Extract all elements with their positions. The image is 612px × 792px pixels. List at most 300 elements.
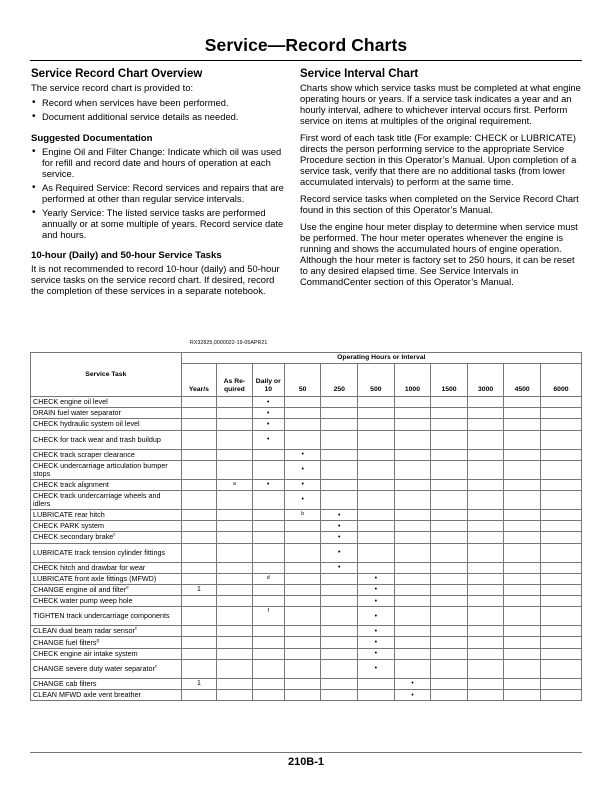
task-label: LUBRICATE rear hitch (33, 510, 105, 520)
interval-cell (217, 408, 253, 419)
interval-cell (431, 626, 468, 637)
interval-cell (217, 521, 253, 532)
interval-cell (540, 479, 581, 490)
interval-cell: • (321, 562, 358, 573)
interval-cell (467, 532, 504, 543)
interval-cell (467, 479, 504, 490)
task-label: CHECK hydraulic system oil level (33, 419, 140, 429)
interval-cell (252, 678, 284, 689)
interval-cell (467, 596, 504, 607)
interval-cell (431, 659, 468, 678)
footnote-marker: g (96, 637, 100, 643)
table-row (31, 584, 582, 595)
interval-cell (431, 573, 468, 584)
interval-cell (394, 509, 431, 520)
interval-cell (504, 397, 541, 408)
overview-bullets (31, 97, 287, 122)
interval-cell (394, 490, 431, 509)
interval-cell (467, 573, 504, 584)
interval-cell (504, 479, 541, 490)
interval-cell (540, 596, 581, 607)
interval-cell (504, 419, 541, 430)
interval-cell (181, 637, 217, 648)
interval-cell (181, 521, 217, 532)
interval-cell (540, 573, 581, 584)
interval-cell (431, 521, 468, 532)
interval-cell: • (321, 543, 358, 562)
interval-cell (284, 408, 321, 419)
interval-cell (394, 532, 431, 543)
table-row (31, 408, 582, 419)
task-label: CHECK for track wear and trash buildup (33, 434, 161, 444)
interval-cell: 1 (181, 584, 217, 595)
task-label: CHANGE fuel filters (33, 637, 97, 647)
footnote-marker: c (154, 663, 158, 669)
interval-cell (504, 626, 541, 637)
interval-cell (540, 607, 581, 626)
interval-cell (181, 532, 217, 543)
interval-cell (467, 584, 504, 595)
task-cell (31, 573, 182, 584)
interval-cell (431, 648, 468, 659)
interval-cell (321, 408, 358, 419)
column-header: 50 (284, 364, 321, 397)
table-row (31, 607, 582, 626)
interval-cell (252, 543, 284, 562)
overview-bullet: • Document additional service details as needed. (31, 111, 287, 122)
interval-cell (321, 460, 358, 479)
interval-cell: • (284, 460, 321, 479)
interval-cell (394, 648, 431, 659)
table-row (31, 397, 582, 408)
interval-cell (431, 678, 468, 689)
interval-cell (284, 607, 321, 626)
interval-cell (181, 490, 217, 509)
task-cell (31, 584, 182, 595)
interval-cell (394, 584, 431, 595)
interval-cell (358, 479, 395, 490)
column-header: As Re- quired (217, 364, 253, 397)
table-row (31, 509, 582, 520)
reference-code: RX32825,0000022-19-05APR21 (190, 340, 268, 346)
interval-cell (431, 584, 468, 595)
tasks-heading: 10-hour (Daily) and 50-hour Service Tasks (31, 250, 222, 261)
interval-cell (540, 648, 581, 659)
interval-cell (394, 460, 431, 479)
table-row (31, 648, 582, 659)
interval-cell (181, 626, 217, 637)
task-label: CHANGE cab filters (33, 678, 97, 688)
interval-cell (217, 626, 253, 637)
interval-cell: • (252, 479, 284, 490)
interval-cell (217, 449, 253, 460)
interval-cell (358, 419, 395, 430)
interval-cell: • (358, 596, 395, 607)
interval-cell (321, 430, 358, 449)
interval-cell (540, 543, 581, 562)
task-cell (31, 521, 182, 532)
interval-cell (467, 449, 504, 460)
task-label: CHECK track scraper clearance (33, 449, 135, 459)
interval-cell: • (358, 637, 395, 648)
interval-cell (252, 659, 284, 678)
interval-cell (504, 532, 541, 543)
interval-cell (284, 659, 321, 678)
interval-cell (321, 479, 358, 490)
task-label: CHANGE severe duty water separator (33, 663, 155, 673)
interval-cell: • (252, 430, 284, 449)
interval-cell (431, 509, 468, 520)
task-cell (31, 637, 182, 648)
task-cell (31, 678, 182, 689)
interval-cell (394, 607, 431, 626)
interval-cell (467, 678, 504, 689)
left-column (31, 67, 287, 302)
interval-cell (181, 659, 217, 678)
column-header: 1500 (431, 364, 468, 397)
interval-cell (217, 430, 253, 449)
task-label: CHECK water pump weep hole (33, 596, 133, 606)
interval-cell (217, 543, 253, 562)
interval-cell (394, 573, 431, 584)
page-title: Service—Record Charts (204, 35, 408, 55)
interval-cell: • (284, 449, 321, 460)
interval-cell (284, 543, 321, 562)
page-number: 210B-1 (287, 756, 325, 768)
interval-cell (467, 490, 504, 509)
interval-cell (217, 573, 253, 584)
interval-cell (431, 490, 468, 509)
interval-cell (252, 626, 284, 637)
interval-cell (358, 562, 395, 573)
task-label: CLEAN dual beam radar sensor (33, 626, 135, 636)
interval-cell (467, 626, 504, 637)
table-row (31, 678, 582, 689)
interval-cell (321, 449, 358, 460)
interval-cell (181, 449, 217, 460)
interval-cell (504, 573, 541, 584)
interval-cell (284, 584, 321, 595)
interval-cell (431, 449, 468, 460)
interval-cell (321, 626, 358, 637)
interval-cell (540, 449, 581, 460)
table-row (31, 573, 582, 584)
task-cell (31, 648, 182, 659)
table-body (31, 397, 582, 701)
task-cell (31, 596, 182, 607)
task-label: CHECK undercarriage articulation bumper stops (33, 460, 168, 478)
overview-bullet: • Record when services have been performed. (31, 97, 287, 108)
interval-cell (504, 596, 541, 607)
interval-cell (467, 397, 504, 408)
task-cell (31, 543, 182, 562)
task-cell (31, 419, 182, 430)
interval-cell (358, 408, 395, 419)
interval-cell (181, 460, 217, 479)
interval-cell: • (252, 397, 284, 408)
interval-cell (217, 607, 253, 626)
column-header: Year/s (181, 364, 217, 397)
interval-cell (504, 543, 541, 562)
interval-cell (321, 573, 358, 584)
interval-cell (358, 521, 395, 532)
task-cell (31, 659, 182, 678)
interval-cell (431, 543, 468, 562)
interval-cell (252, 637, 284, 648)
task-label: TIGHTEN track undercarriage components (33, 611, 170, 621)
task-label: CHANGE engine oil and filter (33, 584, 127, 594)
interval-cell (181, 573, 217, 584)
interval-cell (181, 648, 217, 659)
interval-cell (217, 397, 253, 408)
interval-cell (252, 509, 284, 520)
interval-cell (321, 596, 358, 607)
interval-cell (321, 659, 358, 678)
table-row (31, 490, 582, 509)
table-row (31, 521, 582, 532)
interval-cell (504, 648, 541, 659)
interval-cell: 1 (181, 678, 217, 689)
interval-cell (540, 584, 581, 595)
column-header: 3000 (467, 364, 504, 397)
interval-cell (467, 509, 504, 520)
interval-cell (504, 637, 541, 648)
interval-cell (284, 532, 321, 543)
interval-cell (217, 690, 253, 701)
table-row (31, 659, 582, 678)
table-row (31, 460, 582, 479)
interval-paragraph: Charts show which service tasks must be completed at what engine operating hours or years. If a service task indicates a year and an hourly interval, adhere to whichever interval occurs first. Perform service on items at multiples of the original requirement. (300, 82, 581, 126)
table-row (31, 532, 582, 543)
interval-cell (217, 637, 253, 648)
interval-cell (394, 419, 431, 430)
task-cell (31, 449, 182, 460)
interval-paragraph: First word of each task title (For example: CHECK or LUBRICATE) directs the person performing service to the appropriate Service Procedure section in this Operator’s Manual. Upon completion of a service task, verify that there are no additional tasks (from lower accumulated intervals) to perform at the same time. (300, 132, 577, 187)
interval-cell (217, 584, 253, 595)
table-row (31, 419, 582, 430)
interval-paragraph: Record service tasks when completed on the Service Record Chart found in this section of this Operator’s Manual. (300, 193, 579, 215)
interval-cell: • (321, 521, 358, 532)
interval-cell (540, 430, 581, 449)
interval-cell (467, 637, 504, 648)
interval-cell (217, 460, 253, 479)
interval-cell (181, 690, 217, 701)
table-row (31, 596, 582, 607)
interval-cell (358, 509, 395, 520)
column-header: 1000 (394, 364, 431, 397)
interval-cell: • (358, 659, 395, 678)
interval-cell (431, 460, 468, 479)
interval-cell (181, 408, 217, 419)
interval-cell (540, 397, 581, 408)
interval-cell (181, 430, 217, 449)
interval-cell (252, 460, 284, 479)
tasks-text: It is not recommended to record 10-hour (daily) and 50-hour service tasks on the service record chart. If desired, record the completion of these services in a separate notebook. (31, 263, 280, 296)
task-cell (31, 490, 182, 509)
interval-cell (394, 543, 431, 562)
interval-paragraph: Use the engine hour meter display to determine when service must be performed. The hour meter operates whenever the engine is running and shows the accumulated hours of engine operation. Although the hour meter is factory set to 250 hours, it can be reset to any desired elapsed time. See Service Intervals in CommandCenter section of this Operator’s Manual. (300, 221, 578, 287)
bottom-rule (30, 752, 582, 753)
interval-cell (540, 521, 581, 532)
interval-cell (321, 584, 358, 595)
interval-cell (540, 532, 581, 543)
interval-cell (181, 562, 217, 573)
interval-cell (252, 449, 284, 460)
interval-cell (431, 419, 468, 430)
task-cell (31, 460, 182, 479)
interval-cell (504, 430, 541, 449)
interval-cell (217, 490, 253, 509)
interval-cell (394, 430, 431, 449)
interval-cell (358, 678, 395, 689)
table-row (31, 430, 582, 449)
interval-cell (252, 584, 284, 595)
interval-cell: b (284, 509, 321, 520)
interval-cell (394, 659, 431, 678)
task-label: DRAIN fuel water separator (33, 408, 121, 418)
interval-cell: d (252, 573, 284, 584)
interval-cell: • (284, 490, 321, 509)
interval-cell (540, 637, 581, 648)
interval-cell (504, 521, 541, 532)
interval-cell (431, 596, 468, 607)
interval-cell (284, 626, 321, 637)
interval-cell (252, 648, 284, 659)
column-header: 6000 (540, 364, 581, 397)
interval-cell (181, 419, 217, 430)
title-rule (30, 60, 582, 61)
interval-cell (252, 490, 284, 509)
interval-cell (540, 659, 581, 678)
interval-cell (284, 678, 321, 689)
interval-cell (394, 637, 431, 648)
table-row (31, 637, 582, 648)
interval-cell (284, 596, 321, 607)
suggested-bullet: • Engine Oil and Filter Change: Indicate which oil was used for refill and record date and hours of operation at each service. (31, 146, 287, 179)
task-cell (31, 509, 182, 520)
table-row (31, 626, 582, 637)
interval-cell (504, 490, 541, 509)
interval-cell (358, 460, 395, 479)
interval-cell (284, 430, 321, 449)
interval-cell (540, 678, 581, 689)
task-label: CHECK track undercarriage wheels and idlers (33, 490, 161, 508)
interval-cell (467, 562, 504, 573)
table-row (31, 479, 582, 490)
interval-cell (394, 479, 431, 490)
interval-cell (504, 509, 541, 520)
interval-cell (252, 521, 284, 532)
interval-cell (431, 637, 468, 648)
interval-cell (504, 562, 541, 573)
interval-cell (467, 543, 504, 562)
task-cell (31, 479, 182, 490)
interval-cell (467, 648, 504, 659)
interval-cell: • (252, 419, 284, 430)
interval-cell (431, 430, 468, 449)
interval-cell (217, 648, 253, 659)
interval-cell (181, 397, 217, 408)
interval-cell (394, 626, 431, 637)
interval-cell (217, 596, 253, 607)
interval-cell (394, 562, 431, 573)
interval-cell (358, 397, 395, 408)
column-header: 4500 (504, 364, 541, 397)
task-label: CHECK engine air intake system (33, 648, 138, 658)
task-label: CLEAN MFWD axle vent breather (33, 690, 141, 700)
interval-cell (217, 678, 253, 689)
suggested-bullet: • As Required Service: Record services and repairs that are performed at other than regular service intervals. (31, 182, 287, 204)
right-column (300, 67, 583, 293)
interval-cell: f (252, 607, 284, 626)
interval-cell (217, 659, 253, 678)
interval-cell (540, 626, 581, 637)
column-header: 250 (321, 364, 358, 397)
interval-cell (467, 419, 504, 430)
column-header: Daily or 10 (252, 364, 284, 397)
task-label: LUBRICATE track tension cylinder fittings (33, 547, 166, 557)
task-label: CHECK track alignment (33, 479, 109, 489)
task-cell (31, 397, 182, 408)
interval-cell (358, 532, 395, 543)
column-header: 500 (358, 364, 395, 397)
suggested-heading: Suggested Documentation (31, 133, 153, 144)
table-row (31, 543, 582, 562)
interval-cell (394, 596, 431, 607)
interval-cell (217, 562, 253, 573)
table-row (31, 690, 582, 701)
task-cell (31, 607, 182, 626)
task-label: LUBRICATE front axle fittings (MFWD) (33, 573, 157, 583)
interval-cell (540, 562, 581, 573)
interval-cell (321, 690, 358, 701)
interval-cell (540, 408, 581, 419)
footnote-marker: c (134, 625, 138, 631)
interval-cell (467, 607, 504, 626)
overview-heading: Service Record Chart Overview (31, 68, 203, 80)
interval-heading: Service Interval Chart (300, 68, 419, 80)
interval-cell (217, 509, 253, 520)
interval-cell (540, 419, 581, 430)
interval-cell: • (358, 648, 395, 659)
interval-cell (467, 521, 504, 532)
table-row (31, 449, 582, 460)
service-task-header: Service Task (31, 353, 182, 397)
interval-cell (467, 460, 504, 479)
interval-cell (540, 490, 581, 509)
suggested-bullet: • Yearly Service: The listed service tasks are performed annually or at some multiple of years. Record service date and hours. (31, 207, 287, 240)
task-cell (31, 532, 182, 543)
interval-cell (394, 521, 431, 532)
interval-cell (358, 543, 395, 562)
interval-cell: • (358, 626, 395, 637)
interval-cell (504, 408, 541, 419)
interval-cell (394, 449, 431, 460)
interval-cell (181, 509, 217, 520)
interval-cell (504, 690, 541, 701)
task-cell (31, 430, 182, 449)
task-label: CHECK engine oil level (33, 397, 108, 407)
task-cell (31, 690, 182, 701)
interval-cell (181, 479, 217, 490)
interval-cell: • (394, 690, 431, 701)
interval-cell (321, 648, 358, 659)
interval-cell (321, 397, 358, 408)
interval-cell (321, 637, 358, 648)
interval-cell (467, 659, 504, 678)
interval-cell: • (358, 573, 395, 584)
interval-cell (284, 419, 321, 430)
